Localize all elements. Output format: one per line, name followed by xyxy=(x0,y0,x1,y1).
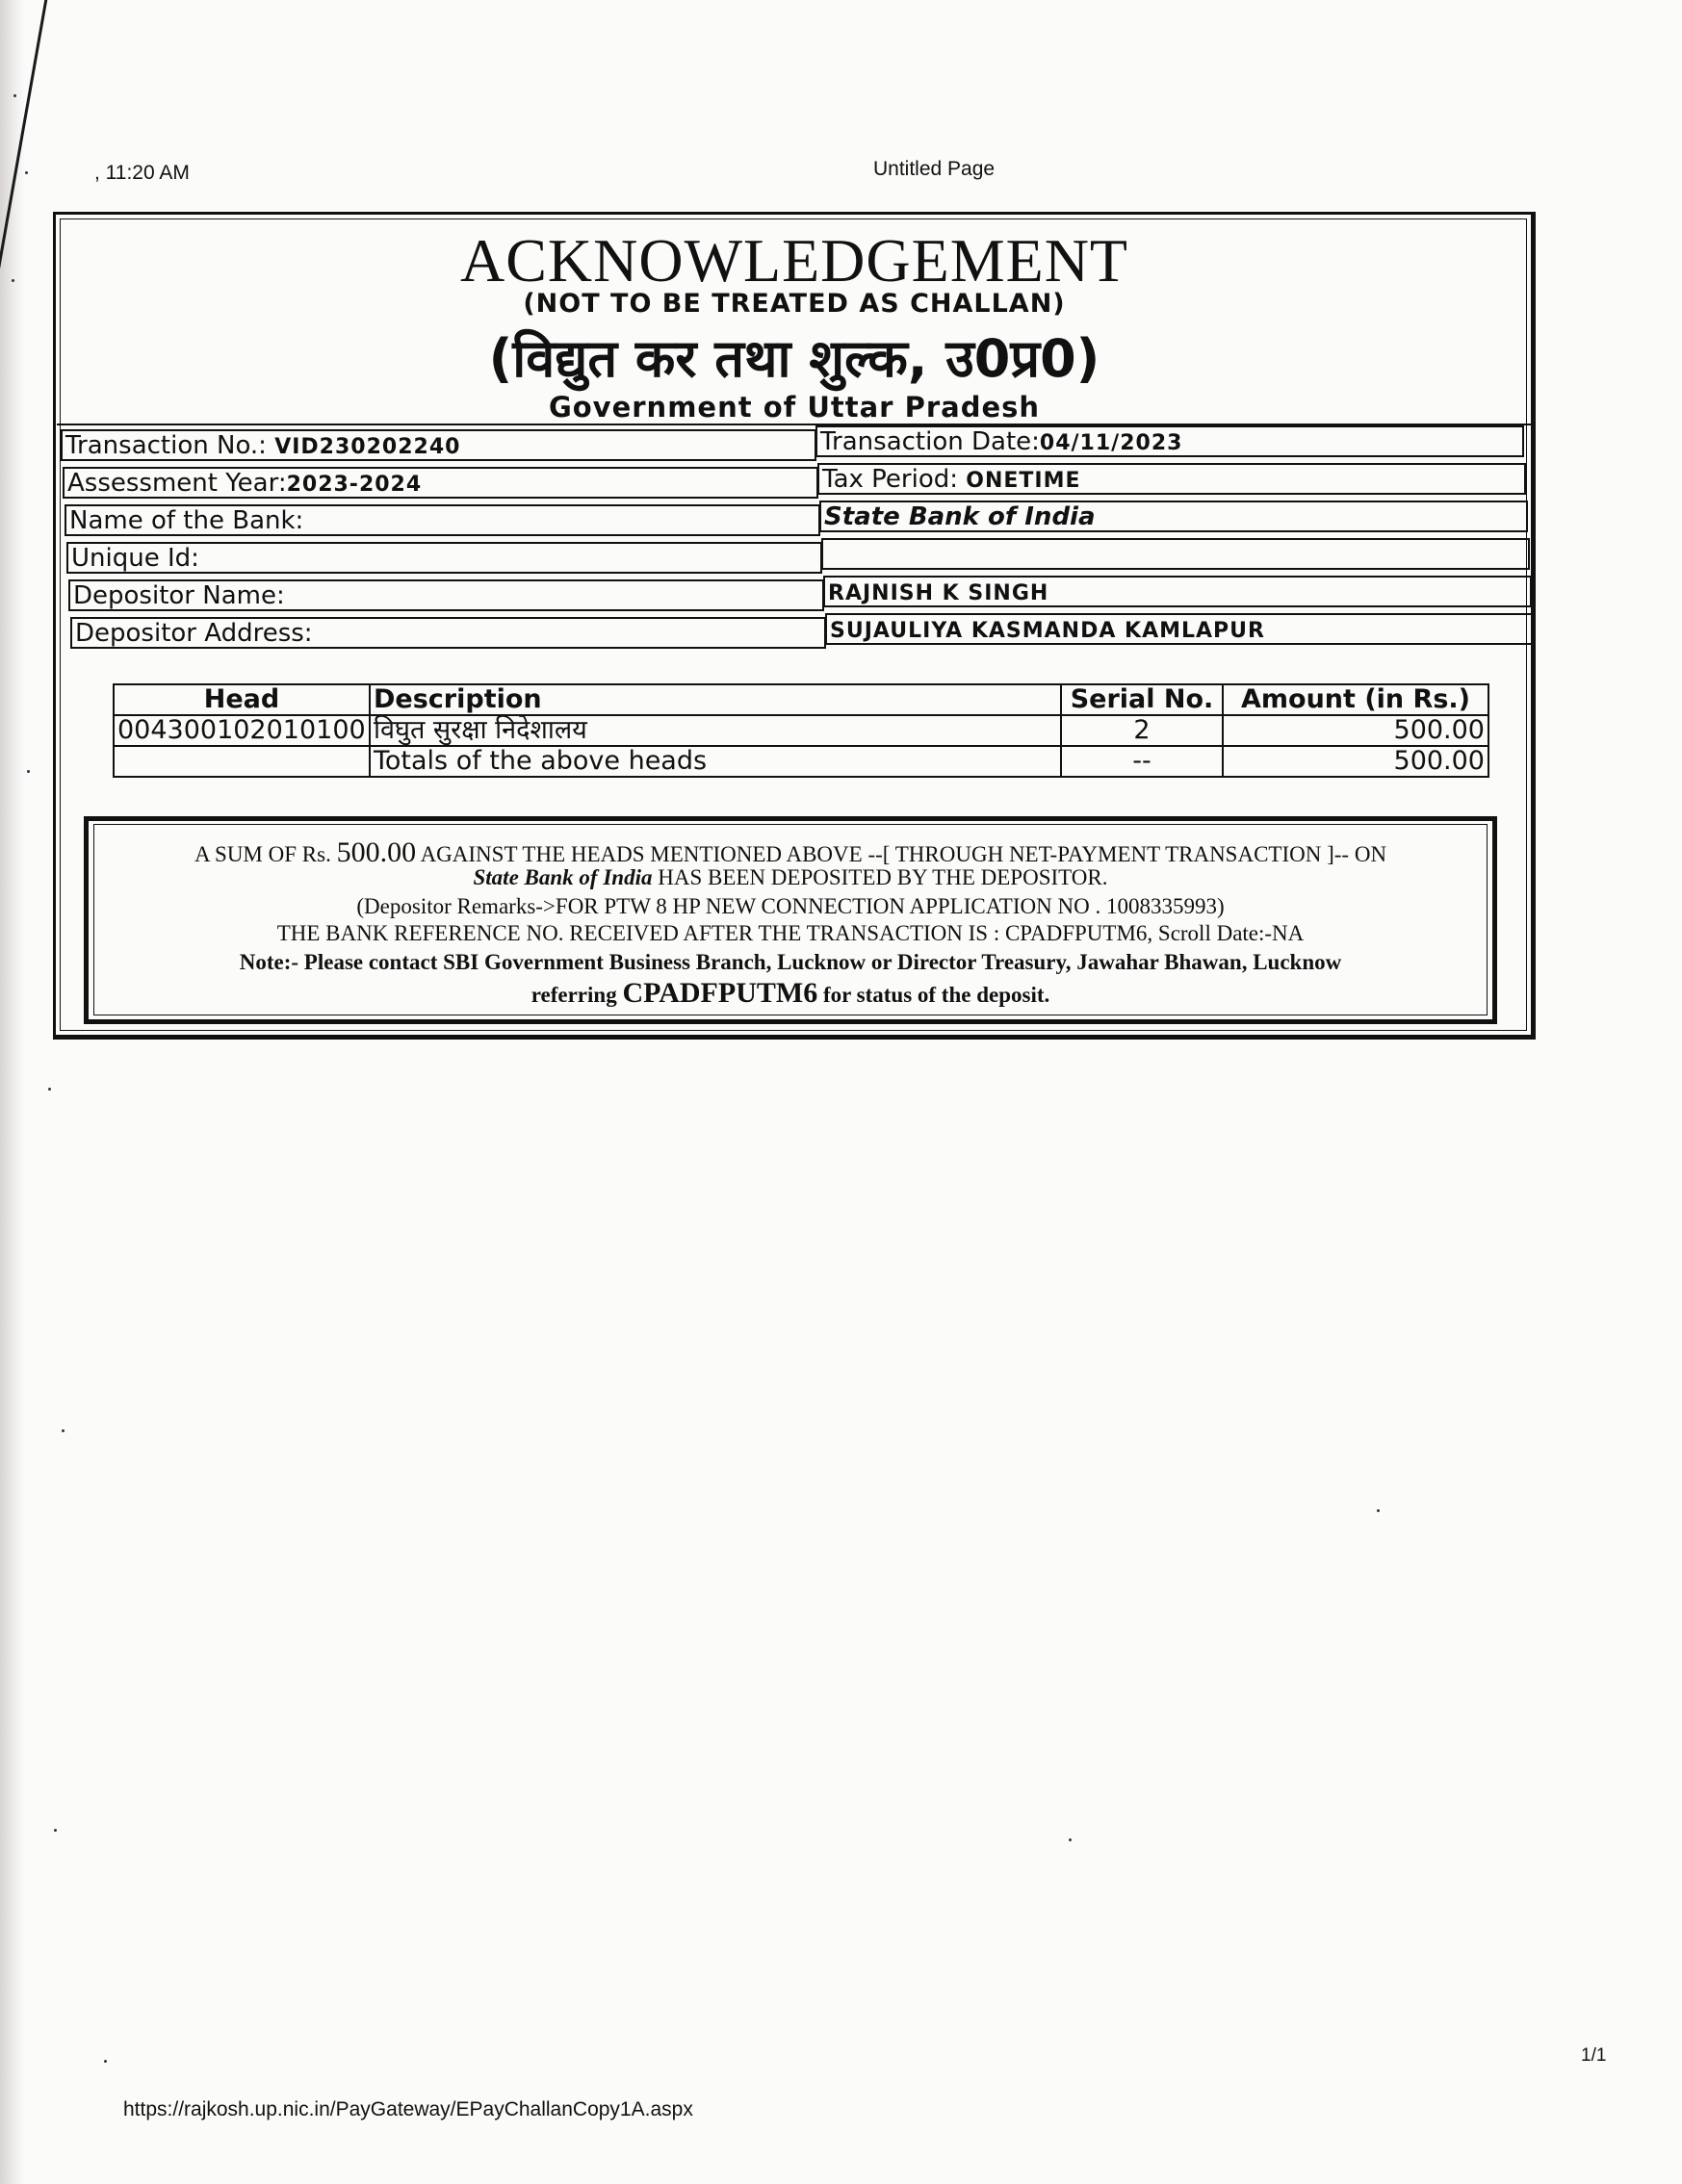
print-time: , 11:20 AM xyxy=(94,162,190,184)
print-page-title: Untitled Page xyxy=(873,158,996,180)
scan-speck xyxy=(48,1088,51,1091)
amount-cell: 500.00 xyxy=(1223,715,1488,746)
document-subtitle: (NOT TO BE TREATED AS CHALLAN) xyxy=(523,289,1066,319)
assessment-year-label: Assessment Year: xyxy=(67,469,287,498)
column-header-head: Head xyxy=(114,684,370,715)
column-header-serial: Serial No. xyxy=(1061,684,1223,715)
deposited-line xyxy=(89,865,1492,890)
referring-suffix: for status of the deposit. xyxy=(822,983,1050,1007)
depositor-address-field xyxy=(70,617,826,649)
referring-line xyxy=(89,977,1492,1010)
scan-speck xyxy=(12,279,14,282)
scan-speck xyxy=(13,94,16,97)
bank-name-field xyxy=(65,504,820,536)
referring-prefix: referring xyxy=(530,983,617,1007)
depositor-address-label: Depositor Address: xyxy=(75,619,313,648)
depositor-address-value: SUJAULIYA KASMANDA KAMLAPUR xyxy=(830,619,1265,643)
scan-edge-shadow xyxy=(0,0,25,2184)
referring-code: CPADFPUTM6 xyxy=(622,977,818,1009)
column-header-amount: Amount (in Rs.) xyxy=(1223,684,1488,715)
depositor-name-field xyxy=(68,579,824,611)
head-code-cell xyxy=(114,746,370,777)
column-header-description: Description xyxy=(370,684,1061,715)
serial-cell: 2 xyxy=(1061,715,1223,746)
serial-cell: -- xyxy=(1061,746,1223,777)
heads-table xyxy=(113,683,1489,778)
document-title: ACKNOWLEDGEMENT xyxy=(460,226,1128,295)
hindi-title: (विद्युत कर तथा शुल्क, उ0प्र0) xyxy=(488,328,1100,389)
amount-cell: 500.00 xyxy=(1223,746,1488,777)
print-url: https://rajkosh.up.nic.in/PayGateway/EPayChallanCopy1A.aspx xyxy=(123,2098,693,2120)
table-row xyxy=(114,715,1488,746)
deposited-text: HAS BEEN DEPOSITED BY THE DEPOSITOR. xyxy=(658,865,1108,889)
transaction-no-label: Transaction No.: xyxy=(65,431,267,460)
unique-id-value-cell xyxy=(821,538,1530,570)
bank-name-value-cell xyxy=(819,501,1528,532)
depositor-address-value-cell xyxy=(825,613,1534,645)
acknowledgement-document xyxy=(53,212,1536,1040)
contact-note: Note:- Please contact SBI Government Business Branch, Lucknow or Director Treasury, Jawahar Bhawan, Lucknow xyxy=(239,950,1342,974)
government-name: Government of Uttar Pradesh xyxy=(548,391,1041,424)
transaction-no-field xyxy=(61,429,816,461)
unique-id-label: Unique Id: xyxy=(71,544,199,573)
description-cell: Totals of the above heads xyxy=(370,746,1061,777)
depositor-name-value-cell xyxy=(823,576,1532,607)
depositor-remarks: (Depositor Remarks->FOR PTW 8 HP NEW CONNECTION APPLICATION NO . 1008335993) xyxy=(356,894,1225,918)
unique-id-field xyxy=(66,542,822,574)
tax-period-label: Tax Period: xyxy=(822,465,958,494)
depositor-name-label: Depositor Name: xyxy=(73,581,285,610)
scan-speck xyxy=(104,2060,107,2063)
assessment-year-value: 2023-2024 xyxy=(286,473,423,497)
scan-speck xyxy=(62,1429,65,1432)
sum-prefix: A SUM OF Rs. xyxy=(194,842,331,866)
table-row-total xyxy=(114,746,1488,777)
sum-suffix: AGAINST THE HEADS MENTIONED ABOVE --[ THROUGH NET-PAYMENT TRANSACTION ]-- ON xyxy=(420,842,1387,866)
transaction-date-field xyxy=(815,425,1524,457)
transaction-date-label: Transaction Date: xyxy=(820,427,1040,456)
bank-name-value: State Bank of India xyxy=(824,502,1096,531)
tax-period-field xyxy=(817,463,1526,495)
scan-speck xyxy=(1069,1838,1072,1841)
page-count: 1/1 xyxy=(1581,2045,1607,2066)
deposit-note-box xyxy=(84,816,1497,1024)
depositor-name-value: RAJNISH K SINGH xyxy=(828,581,1049,605)
scan-speck xyxy=(54,1829,57,1832)
transaction-no-value: VID230202240 xyxy=(274,435,461,459)
assessment-year-field xyxy=(63,467,818,499)
scan-speck xyxy=(25,171,28,174)
bank-reference: THE BANK REFERENCE NO. RECEIVED AFTER THE TRANSACTION IS : CPADFPUTM6, Scroll Date:-NA xyxy=(276,921,1305,945)
head-code-cell: 004300102010100 xyxy=(114,715,370,746)
description-cell: विघुत सुरक्षा निदेशालय xyxy=(370,715,1061,746)
sum-amount: 500.00 xyxy=(336,836,417,868)
table-header-row xyxy=(114,684,1488,715)
deposit-sum-line xyxy=(89,836,1492,869)
deposit-bank: State Bank of India xyxy=(473,865,653,889)
tax-period-value: ONETIME xyxy=(966,469,1081,493)
scan-speck xyxy=(27,770,30,773)
scan-speck xyxy=(1377,1509,1380,1512)
bank-name-label: Name of the Bank: xyxy=(69,506,304,535)
transaction-date-value: 04/11/2023 xyxy=(1039,431,1183,455)
